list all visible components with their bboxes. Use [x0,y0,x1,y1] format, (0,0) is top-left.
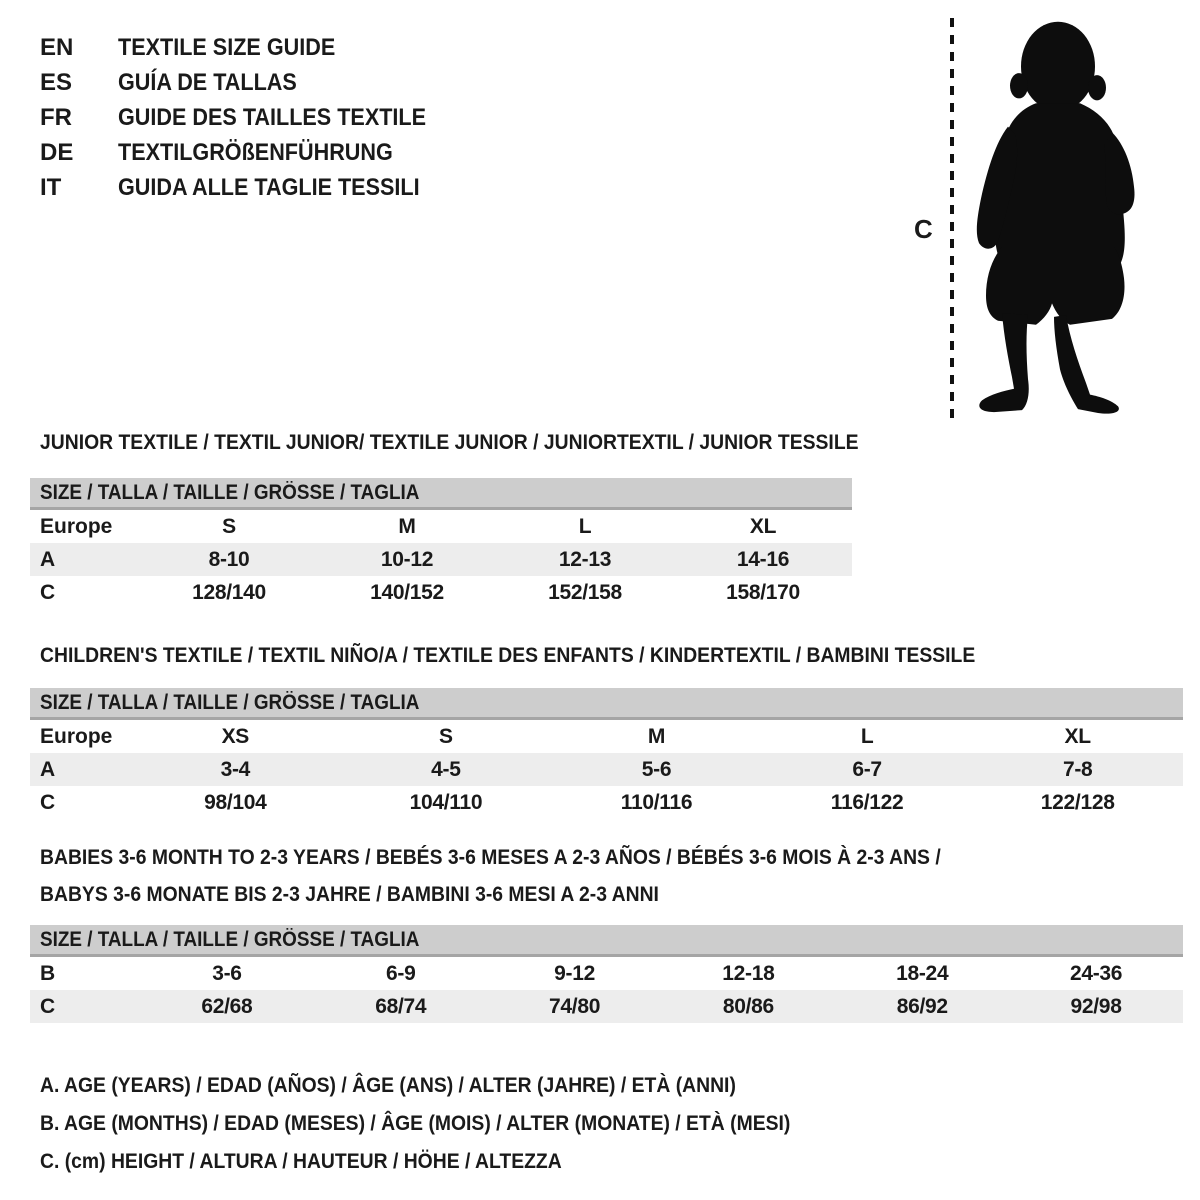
children-table-header-bar [30,688,1183,720]
legend-text-a: A. AGE (YEARS) / EDAD (AÑOS) / ÂGE (ANS) / ALTER (JAHRE) / ETÀ (ANNI) [40,1072,736,1097]
months-cell: 6-9 [386,961,416,985]
children-section-title [40,643,1079,668]
row-label: C [40,994,56,1018]
height-cell: 86/92 [896,994,948,1018]
language-row-fr [40,100,460,135]
size-cell: S [439,724,453,748]
size-cell: XS [221,724,249,748]
babies-section-title-text1: BABIES 3-6 MONTH TO 2-3 YEARS / BEBÉS 3-6 MESES A 2-3 AÑOS / BÉBÉS 3-6 MOIS À 2-3 ANS / [40,845,941,869]
height-cell: 158/170 [726,580,800,604]
size-cell: M [398,514,416,538]
children-size-table [30,688,1183,819]
babies-section-title-line2 [40,882,728,907]
months-cell: 24-36 [1069,961,1123,985]
height-measure-dashed-line [948,18,956,420]
language-row-it [40,170,460,205]
table-row [30,576,852,609]
months-cell: 9-12 [554,961,595,985]
children-section-title-text: CHILDREN'S TEXTILE / TEXTIL NIÑO/A / TEXTILE DES ENFANTS / KINDERTEXTIL / BAMBINI TESSILE [40,643,976,667]
language-code: ES [40,68,73,96]
age-cell: 5-6 [641,757,672,781]
language-title: GUIDE DES TAILLES TEXTILE [118,103,427,131]
age-cell: 4-5 [431,757,461,781]
height-cell: 152/158 [548,580,622,604]
table-row [30,753,1183,786]
height-cell: 68/74 [375,994,427,1018]
table-row [30,990,1183,1023]
age-cell: 3-4 [220,757,251,781]
age-cell: 14-16 [736,547,790,571]
size-cell: M [647,724,666,748]
size-cell: L [860,724,874,748]
language-code: FR [40,103,72,131]
table-row [30,510,852,543]
height-measure-label: C [914,214,933,244]
table-row [30,543,852,576]
row-label: A [40,757,56,781]
height-cell: 80/86 [722,994,774,1018]
language-title: GUIDA ALLE TAGLIE TESSILI [118,173,420,201]
language-code: DE [40,138,74,166]
babies-size-table [30,925,1183,1023]
language-row-en [40,30,460,65]
age-cell: 7-8 [1062,757,1093,781]
legend-text-b: B. AGE (MONTHS) / EDAD (MESES) / ÂGE (MOIS) / ALTER (MONATE) / ETÀ (MESI) [40,1110,791,1135]
language-title: TEXTILGRÖßENFÜHRUNG [118,138,393,166]
junior-size-table [30,478,852,609]
size-header-label: SIZE / TALLA / TAILLE / GRÖSSE / TAGLIA [40,690,420,714]
legend-line-a [40,1066,874,1104]
size-cell: S [222,514,236,538]
size-cell: XL [749,514,777,538]
junior-table-header-bar [30,478,852,510]
height-cell: 92/98 [1070,994,1122,1018]
table-row [30,786,1183,819]
height-cell: 98/104 [204,790,267,814]
height-cell: 104/110 [409,790,483,814]
language-title: TEXTILE SIZE GUIDE [118,33,336,61]
height-cell: 122/128 [1040,790,1115,814]
months-cell: 18-24 [896,961,949,985]
age-cell: 10-12 [380,547,434,571]
language-title: GUÍA DE TALLAS [118,68,297,96]
row-label: B [40,961,56,985]
age-cell: 6-7 [852,757,882,781]
row-label: Europe [40,514,113,538]
row-label: Europe [40,724,113,748]
language-title-list [40,30,460,205]
height-cell: 140/152 [370,580,444,604]
measure-legend [40,1066,874,1180]
language-row-es [40,65,460,100]
language-code: EN [40,33,74,61]
age-cell: 12-13 [558,547,612,571]
height-cell: 128/140 [192,580,266,604]
age-cell: 8-10 [208,547,250,571]
size-header-label: SIZE / TALLA / TAILLE / GRÖSSE / TAGLIA [40,480,420,504]
junior-section-title [40,430,950,455]
height-cell: 74/80 [549,994,601,1018]
legend-line-c [40,1142,874,1180]
height-cell: 116/122 [830,790,904,814]
row-label: A [40,547,56,571]
language-code: IT [40,173,62,201]
months-cell: 12-18 [722,961,775,985]
babies-section-title-text2: BABYS 3-6 MONATE BIS 2-3 JAHRE / BAMBINI 3-6 MESI A 2-3 ANNI [40,882,659,906]
row-label: C [40,790,56,814]
size-header-label: SIZE / TALLA / TAILLE / GRÖSSE / TAGLIA [40,927,420,951]
size-cell: L [578,514,592,538]
babies-section-title-line1 [40,845,1041,870]
height-cell: 110/116 [620,790,693,814]
language-row-de [40,135,460,170]
size-cell: XL [1064,724,1091,748]
height-cell: 62/68 [201,994,253,1018]
toddler-silhouette-icon [966,12,1151,415]
babies-table-header-bar [30,925,1183,957]
legend-line-b [40,1104,874,1142]
months-cell: 3-6 [212,961,242,985]
junior-section-title-text: JUNIOR TEXTILE / TEXTIL JUNIOR/ TEXTILE JUNIOR / JUNIORTEXTIL / JUNIOR TESSILE [40,430,859,454]
row-label: C [40,580,56,604]
legend-text-c: C. (cm) HEIGHT / ALTURA / HAUTEUR / HÖHE / ALTEZZA [40,1148,562,1173]
table-row [30,957,1183,990]
table-row [30,720,1183,753]
